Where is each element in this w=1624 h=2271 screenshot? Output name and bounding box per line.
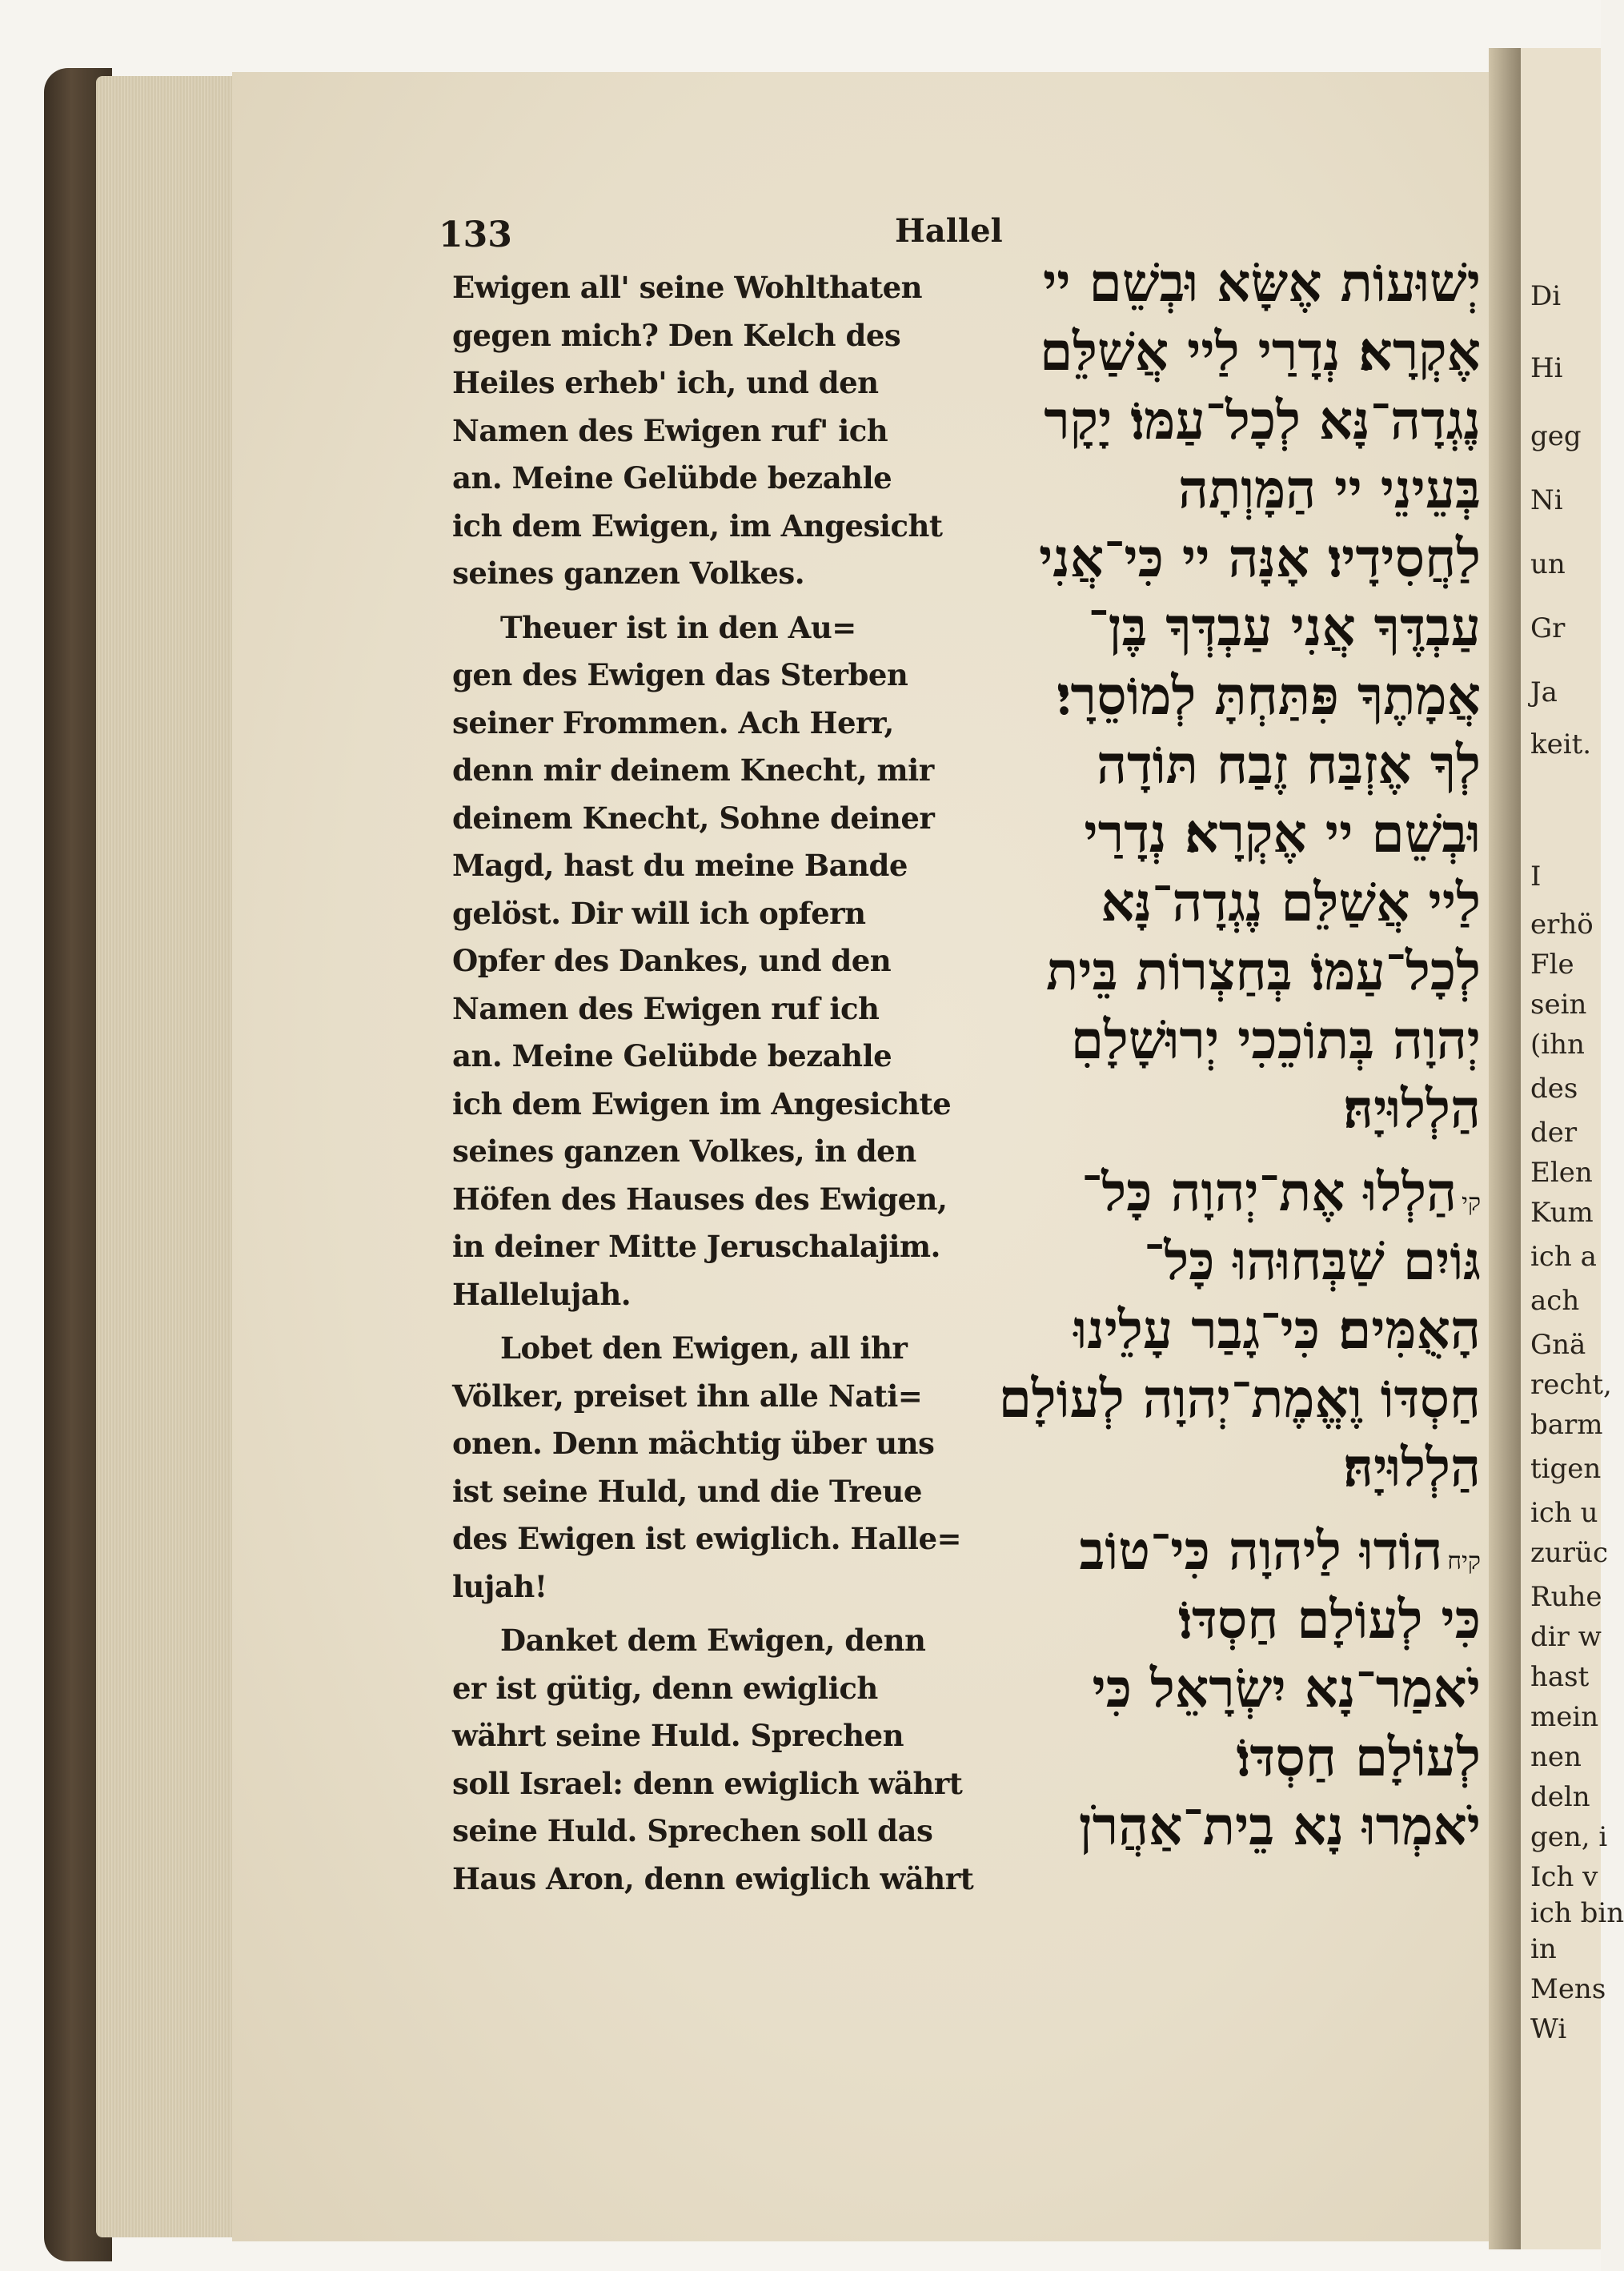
hebrew-line: כִּי לְעוֹלָם חַסְדּוֹ׃ <box>1178 1588 1481 1651</box>
facing-line: ich bin <box>1530 1897 1624 1929</box>
facing-line: Ruhe <box>1530 1581 1602 1613</box>
facing-line: nen <box>1530 1741 1582 1773</box>
hebrew-line: יֹאמַר־נָא יִשְׂרָאֵל כִּי <box>1092 1657 1481 1719</box>
facing-line: ach <box>1530 1285 1580 1317</box>
hebrew-line: הַלְלוּיָהּ׃ <box>1343 1077 1481 1140</box>
hebrew-line: הַלְלוּ אֶת־יְהוָה כָּל־ <box>1081 1161 1458 1223</box>
facing-line: Kum <box>1530 1197 1594 1229</box>
german-line: Opfer des Dankes, und den <box>452 943 892 978</box>
facing-line: un <box>1530 548 1566 580</box>
german-translation-column <box>452 264 974 1903</box>
facing-line: Ja <box>1530 676 1558 708</box>
facing-line: deln <box>1530 1781 1590 1813</box>
facing-line: Elen <box>1530 1157 1593 1189</box>
hebrew-verse-line <box>888 1516 1481 1585</box>
facing-line: ich u <box>1530 1497 1598 1529</box>
page-number: 133 <box>439 215 512 255</box>
german-line: onen. Denn mächtig über uns <box>452 1426 935 1461</box>
facing-line: erhö <box>1530 909 1594 941</box>
facing-line: Di <box>1530 280 1562 312</box>
facing-line: des <box>1530 1073 1578 1105</box>
hebrew-line: חַסְדּוֹ וֶאֱמֶת־יְהוָה לְעוֹלָם <box>998 1367 1481 1430</box>
facing-line: zurüc <box>1530 1537 1609 1569</box>
german-line: ich dem Ewigen, im Angesicht <box>452 508 943 544</box>
german-line: Lobet den Ewigen, all ihr <box>500 1330 908 1366</box>
facing-line: Gnä <box>1530 1329 1586 1361</box>
german-line: gen des Ewigen das Sterben <box>452 657 908 692</box>
facing-line: Gr <box>1530 612 1566 644</box>
facing-line: sein <box>1530 989 1587 1021</box>
german-line: Heiles erheb' ich, und den <box>452 365 879 400</box>
facing-page-fragment <box>1521 48 1624 2249</box>
hebrew-line: יְשׁוּעוֹת אֶשָּׂא וּבְשֵׁם יי <box>1042 251 1481 314</box>
hebrew-line: לְכָל־עַמּוֹ׃ בְּחַצְרוֹת בֵּית <box>1046 940 1481 1002</box>
verse-marker: קיח <box>1447 1547 1481 1575</box>
hebrew-line: לְעוֹלָם חַסְדּוֹ׃ <box>1236 1726 1481 1788</box>
facing-line: keit. <box>1530 728 1592 760</box>
german-line: soll Israel: denn ewiglich währt <box>452 1765 963 1801</box>
facing-line: Fle <box>1530 949 1574 981</box>
hebrew-line: בְּעֵינֵי יי הַמָּוְתָה <box>1178 458 1481 520</box>
german-line: Völker, preiset ihn alle Nati= <box>452 1378 923 1414</box>
facing-line: mein <box>1530 1701 1599 1733</box>
german-line: seines ganzen Volkes. <box>452 556 805 591</box>
german-line: Theuer ist in den Au= <box>500 609 856 645</box>
german-line: deinem Knecht, Sohne deiner <box>452 800 935 836</box>
german-line: denn mir deinem Knecht, mir <box>452 752 934 788</box>
facing-line: recht, <box>1530 1369 1612 1401</box>
facing-line: Mens <box>1530 1973 1606 2005</box>
german-line: Ewigen all' seine Wohlthaten <box>452 270 923 305</box>
hebrew-verse-line <box>888 1158 1481 1226</box>
german-line: er ist gütig, denn ewiglich <box>452 1670 878 1706</box>
facing-line: tigen <box>1530 1453 1602 1485</box>
german-line: seines ganzen Volkes, in den <box>452 1133 916 1169</box>
facing-line: hast <box>1530 1661 1590 1693</box>
hebrew-line: לְךָ אֶזְבַּח זֶבַח תּוֹדָה <box>1097 733 1481 796</box>
german-line: an. Meine Gelübde bezahle <box>452 1038 892 1073</box>
facing-line: I <box>1530 861 1542 893</box>
german-line: Namen des Ewigen ruf ich <box>452 990 880 1026</box>
facing-line: in <box>1530 1933 1557 1965</box>
book-gutter <box>1489 48 1521 2249</box>
hebrew-line: אֲמָתֶךָ פִּתַּחְתָּ לְמוֹסֵרָי׃ <box>1057 664 1481 727</box>
facing-line: geg <box>1530 420 1582 452</box>
facing-line: (ihn <box>1530 1029 1585 1061</box>
hebrew-line: הַלְלוּיָהּ׃ <box>1343 1436 1481 1499</box>
german-line: seine Huld. Sprechen soll das <box>452 1813 933 1848</box>
german-line: Namen des Ewigen ruf' ich <box>452 412 888 448</box>
facing-line: Wi <box>1530 2013 1567 2045</box>
german-line: in deiner Mitte Jeruschalajim. <box>452 1229 940 1264</box>
hebrew-line: לַחֲסִידָיו׃ אָנָּה יי כִּי־אֲנִי <box>1038 527 1481 589</box>
german-line: an. Meine Gelübde bezahle <box>452 460 892 496</box>
german-line: gelöst. Dir will ich opfern <box>452 895 866 931</box>
facing-line: gen, i <box>1530 1821 1608 1853</box>
hebrew-line: אֶקְרָא׃ נְדָרַי לַיי אֲשַׁלֵּם <box>1039 320 1481 383</box>
hebrew-line: עַבְדֶּךָ אֲנִי עַבְדְּךָ בֶּן־ <box>1088 596 1481 658</box>
german-line: ich dem Ewigen im Angesichte <box>452 1085 952 1121</box>
hebrew-line: יְהוָה בְּתוֹכֵכִי יְרוּשָׁלָםִ <box>1070 1009 1481 1071</box>
german-line: Danket dem Ewigen, denn <box>500 1623 926 1658</box>
hebrew-line: לַיי אֲשַׁלֵּם נֶגְדָה־נָּא <box>1101 871 1481 933</box>
german-line: währt seine Huld. Sprechen <box>452 1718 904 1753</box>
facing-line: Hi <box>1530 352 1563 384</box>
running-head: Hallel <box>895 212 1003 250</box>
hebrew-line: וּבְשֵׁם יי אֶקְרָא׃ נְדָרַי <box>1084 802 1481 865</box>
german-line: Höfen des Hauses des Ewigen, <box>452 1181 948 1217</box>
hebrew-text-column <box>888 248 1481 1860</box>
hebrew-line: הָאֻמִּים׃ כִּי־גָבַר עָלֵינוּ <box>1073 1298 1481 1361</box>
page-edges <box>96 76 240 2237</box>
hebrew-line: גּוֹיִם שַׁבְּחוּהוּ כָּל־ <box>1144 1230 1481 1292</box>
verse-marker: קי <box>1462 1189 1481 1217</box>
german-line: gegen mich? Den Kelch des <box>452 317 901 353</box>
facing-line: Ni <box>1530 484 1563 516</box>
german-line: des Ewigen ist ewiglich. Halle= <box>452 1521 961 1556</box>
german-line: lujah! <box>452 1568 547 1604</box>
hebrew-line: נֶגְדָה־נָּא לְכָל־עַמּוֹ׃ יָקָר <box>1044 389 1481 451</box>
german-line: ist seine Huld, und die Treue <box>452 1473 922 1509</box>
german-line: seiner Frommen. Ach Herr, <box>452 704 894 740</box>
hebrew-line: הוֹדוּ לַיהוָה כִּי־טוֹב <box>1079 1519 1443 1582</box>
facing-line: dir w <box>1530 1621 1602 1653</box>
german-line: Haus Aron, denn ewiglich währt <box>452 1860 974 1896</box>
hebrew-line: יֹאמְרוּ נָא בֵית־אַהֲרֹן <box>1078 1795 1481 1857</box>
german-line: Hallelujah. <box>452 1276 632 1312</box>
german-line: Magd, hast du meine Bande <box>452 848 908 883</box>
facing-line: ich a <box>1530 1241 1597 1273</box>
facing-line: Ich v <box>1530 1861 1598 1893</box>
facing-line: barm <box>1530 1409 1603 1441</box>
facing-line: der <box>1530 1117 1578 1149</box>
